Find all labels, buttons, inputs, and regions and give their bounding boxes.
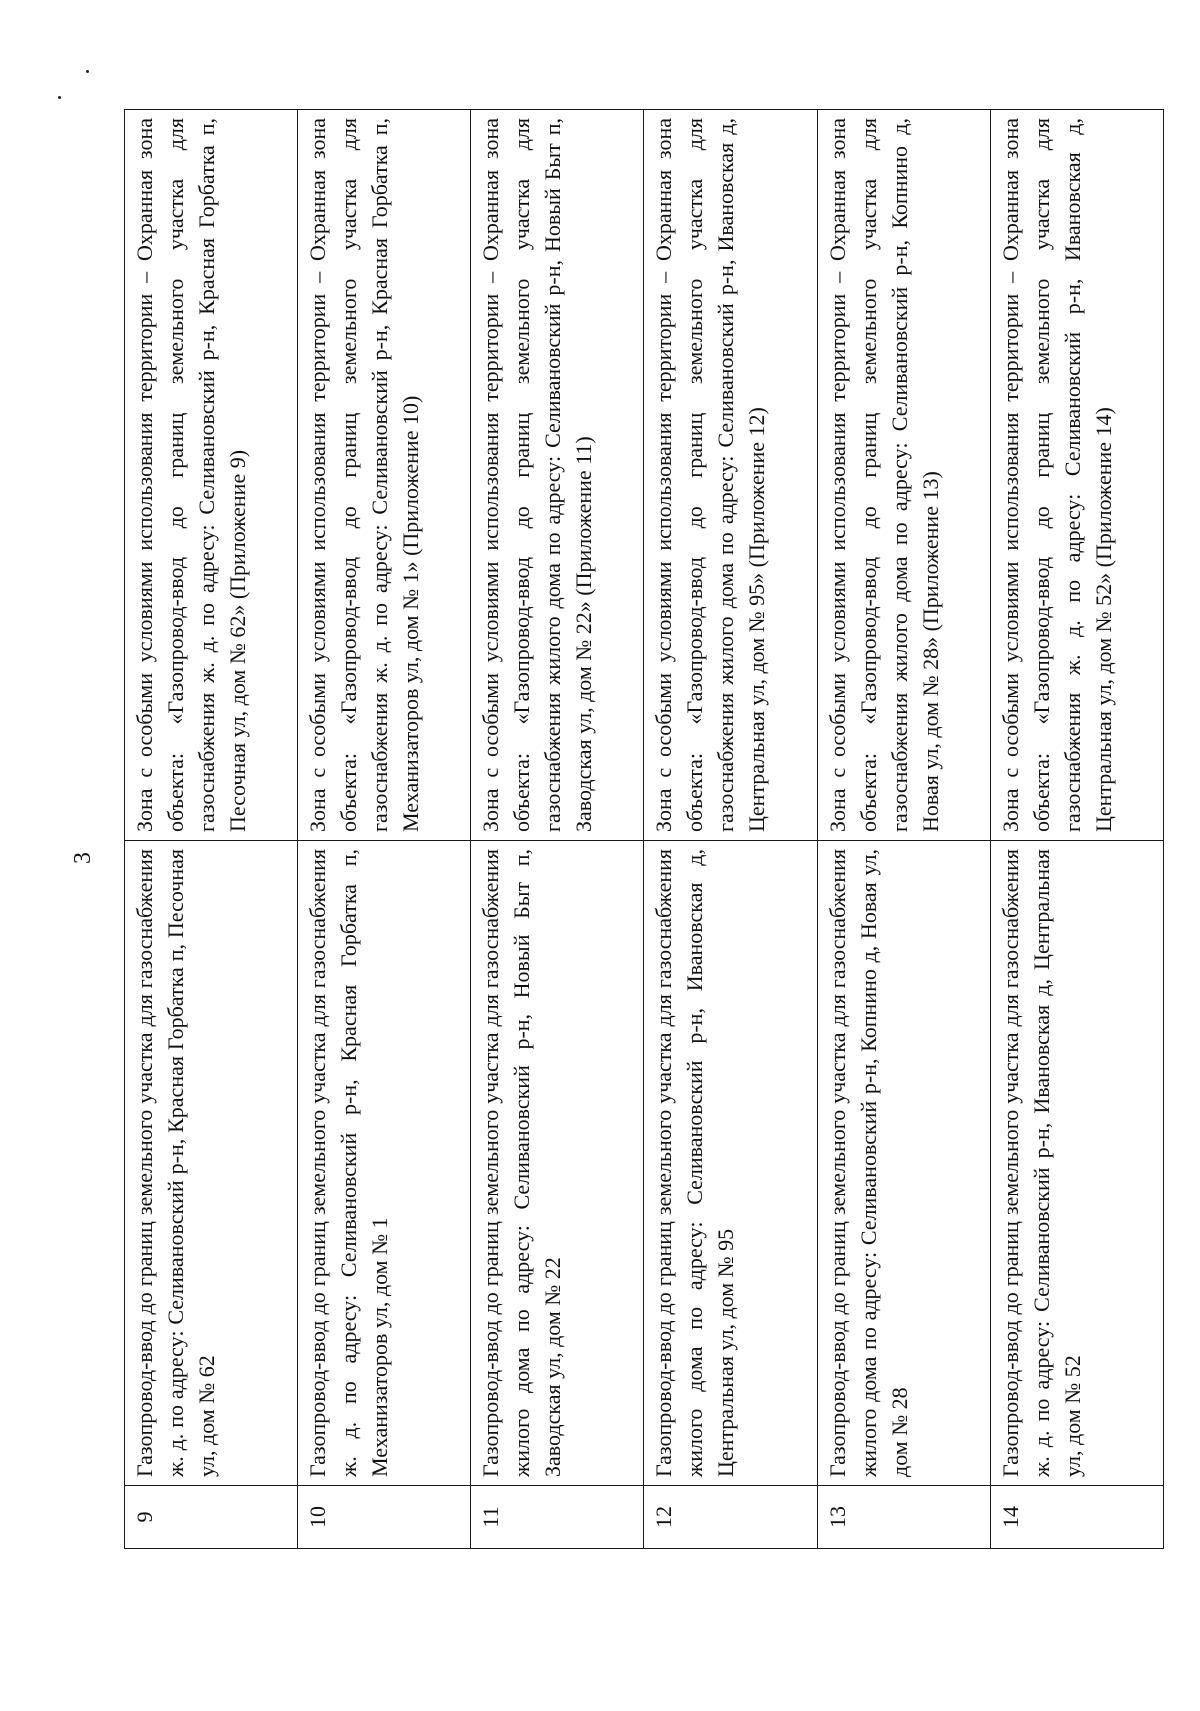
row-number: 11 (471, 1486, 644, 1549)
table-row (125, 110, 298, 1549)
row-number: 12 (644, 1486, 817, 1549)
zone-description: Зона с особыми условиями использования территории – Охранная зона объекта: «Газопровод-ввод до границ земельного участка для газоснабжения ж. д. по адресу: Селивановский р-н, Красная Горбатка п, Песочная ул, дом № 62» (Приложение 9) (125, 110, 298, 841)
zone-description: Зона с особыми условиями использования территории – Охранная зона объекта: «Газопровод-ввод до границ земельного участка для газоснабжения ж. д. по адресу: Селивановский р-н, Красная Горбатка п, Механизаторов ул, дом № 1» (Приложение 10) (298, 110, 471, 841)
scan-speck (58, 96, 61, 99)
object-description: Газопровод-ввод до границ земельного участка для газоснабжения жилого дома по адресу: Селивановский р-н, Новый Быт п, Заводская ул, дом № 22 (471, 841, 644, 1486)
table-row (990, 110, 1163, 1549)
zone-description: Зона с особыми условиями использования территории – Охранная зона объекта: «Газопровод-ввод до границ земельного участка для газоснабжения жилого дома по адресу: Селивановский р-н, Новый Быт п, Заводская ул, дом № 22» (Приложение 11) (471, 110, 644, 841)
row-number: 13 (817, 1486, 990, 1549)
table-row (817, 110, 990, 1549)
row-number: 9 (125, 1486, 298, 1549)
zones-table (124, 109, 1164, 1549)
zone-description: Зона с особыми условиями использования территории – Охранная зона объекта: «Газопровод-ввод до границ земельного участка для газоснабжения ж. д. по адресу: Селивановский р-н, Ивановская д, Центральная ул, дом № 52» (Приложение 14) (990, 110, 1163, 841)
zone-description: Зона с особыми условиями использования территории – Охранная зона объекта: «Газопровод-ввод до границ земельного участка для газоснабжения жилого дома по адресу: Селивановский р-н, Копнино д, Новая ул, дом № 28» (Приложение 13) (817, 110, 990, 841)
document-page-rotated (124, 109, 1164, 1549)
table-row (471, 110, 644, 1549)
object-description: Газопровод-ввод до границ земельного участка для газоснабжения жилого дома по адресу: Селивановский р-н, Копнино д, Новая ул, дом № 28 (817, 841, 990, 1486)
object-description: Газопровод-ввод до границ земельного участка для газоснабжения ж. д. по адресу: Селивановский р-н, Ивановская д, Центральная ул, дом № 52 (990, 841, 1163, 1486)
scan-speck (86, 70, 89, 73)
object-description: Газопровод-ввод до границ земельного участка для газоснабжения ж. д. по адресу: Селивановский р-н, Красная Горбатка п, Песочная ул, дом № 62 (125, 841, 298, 1486)
object-description: Газопровод-ввод до границ земельного участка для газоснабжения ж. д. по адресу: Селивановский р-н, Красная Горбатка п, Механизаторов ул, дом № 1 (298, 841, 471, 1486)
page-number: 3 (70, 852, 96, 864)
row-number: 14 (990, 1486, 1163, 1549)
row-number: 10 (298, 1486, 471, 1549)
table-row (644, 110, 817, 1549)
table-row (298, 110, 471, 1549)
object-description: Газопровод-ввод до границ земельного участка для газоснабжения жилого дома по адресу: Селивановский р-н, Ивановская д, Центральная ул, дом № 95 (644, 841, 817, 1486)
zone-description: Зона с особыми условиями использования территории – Охранная зона объекта: «Газопровод-ввод до границ земельного участка для газоснабжения жилого дома по адресу: Селивановский р-н, Ивановская д, Центральная ул, дом № 95» (Приложение 12) (644, 110, 817, 841)
